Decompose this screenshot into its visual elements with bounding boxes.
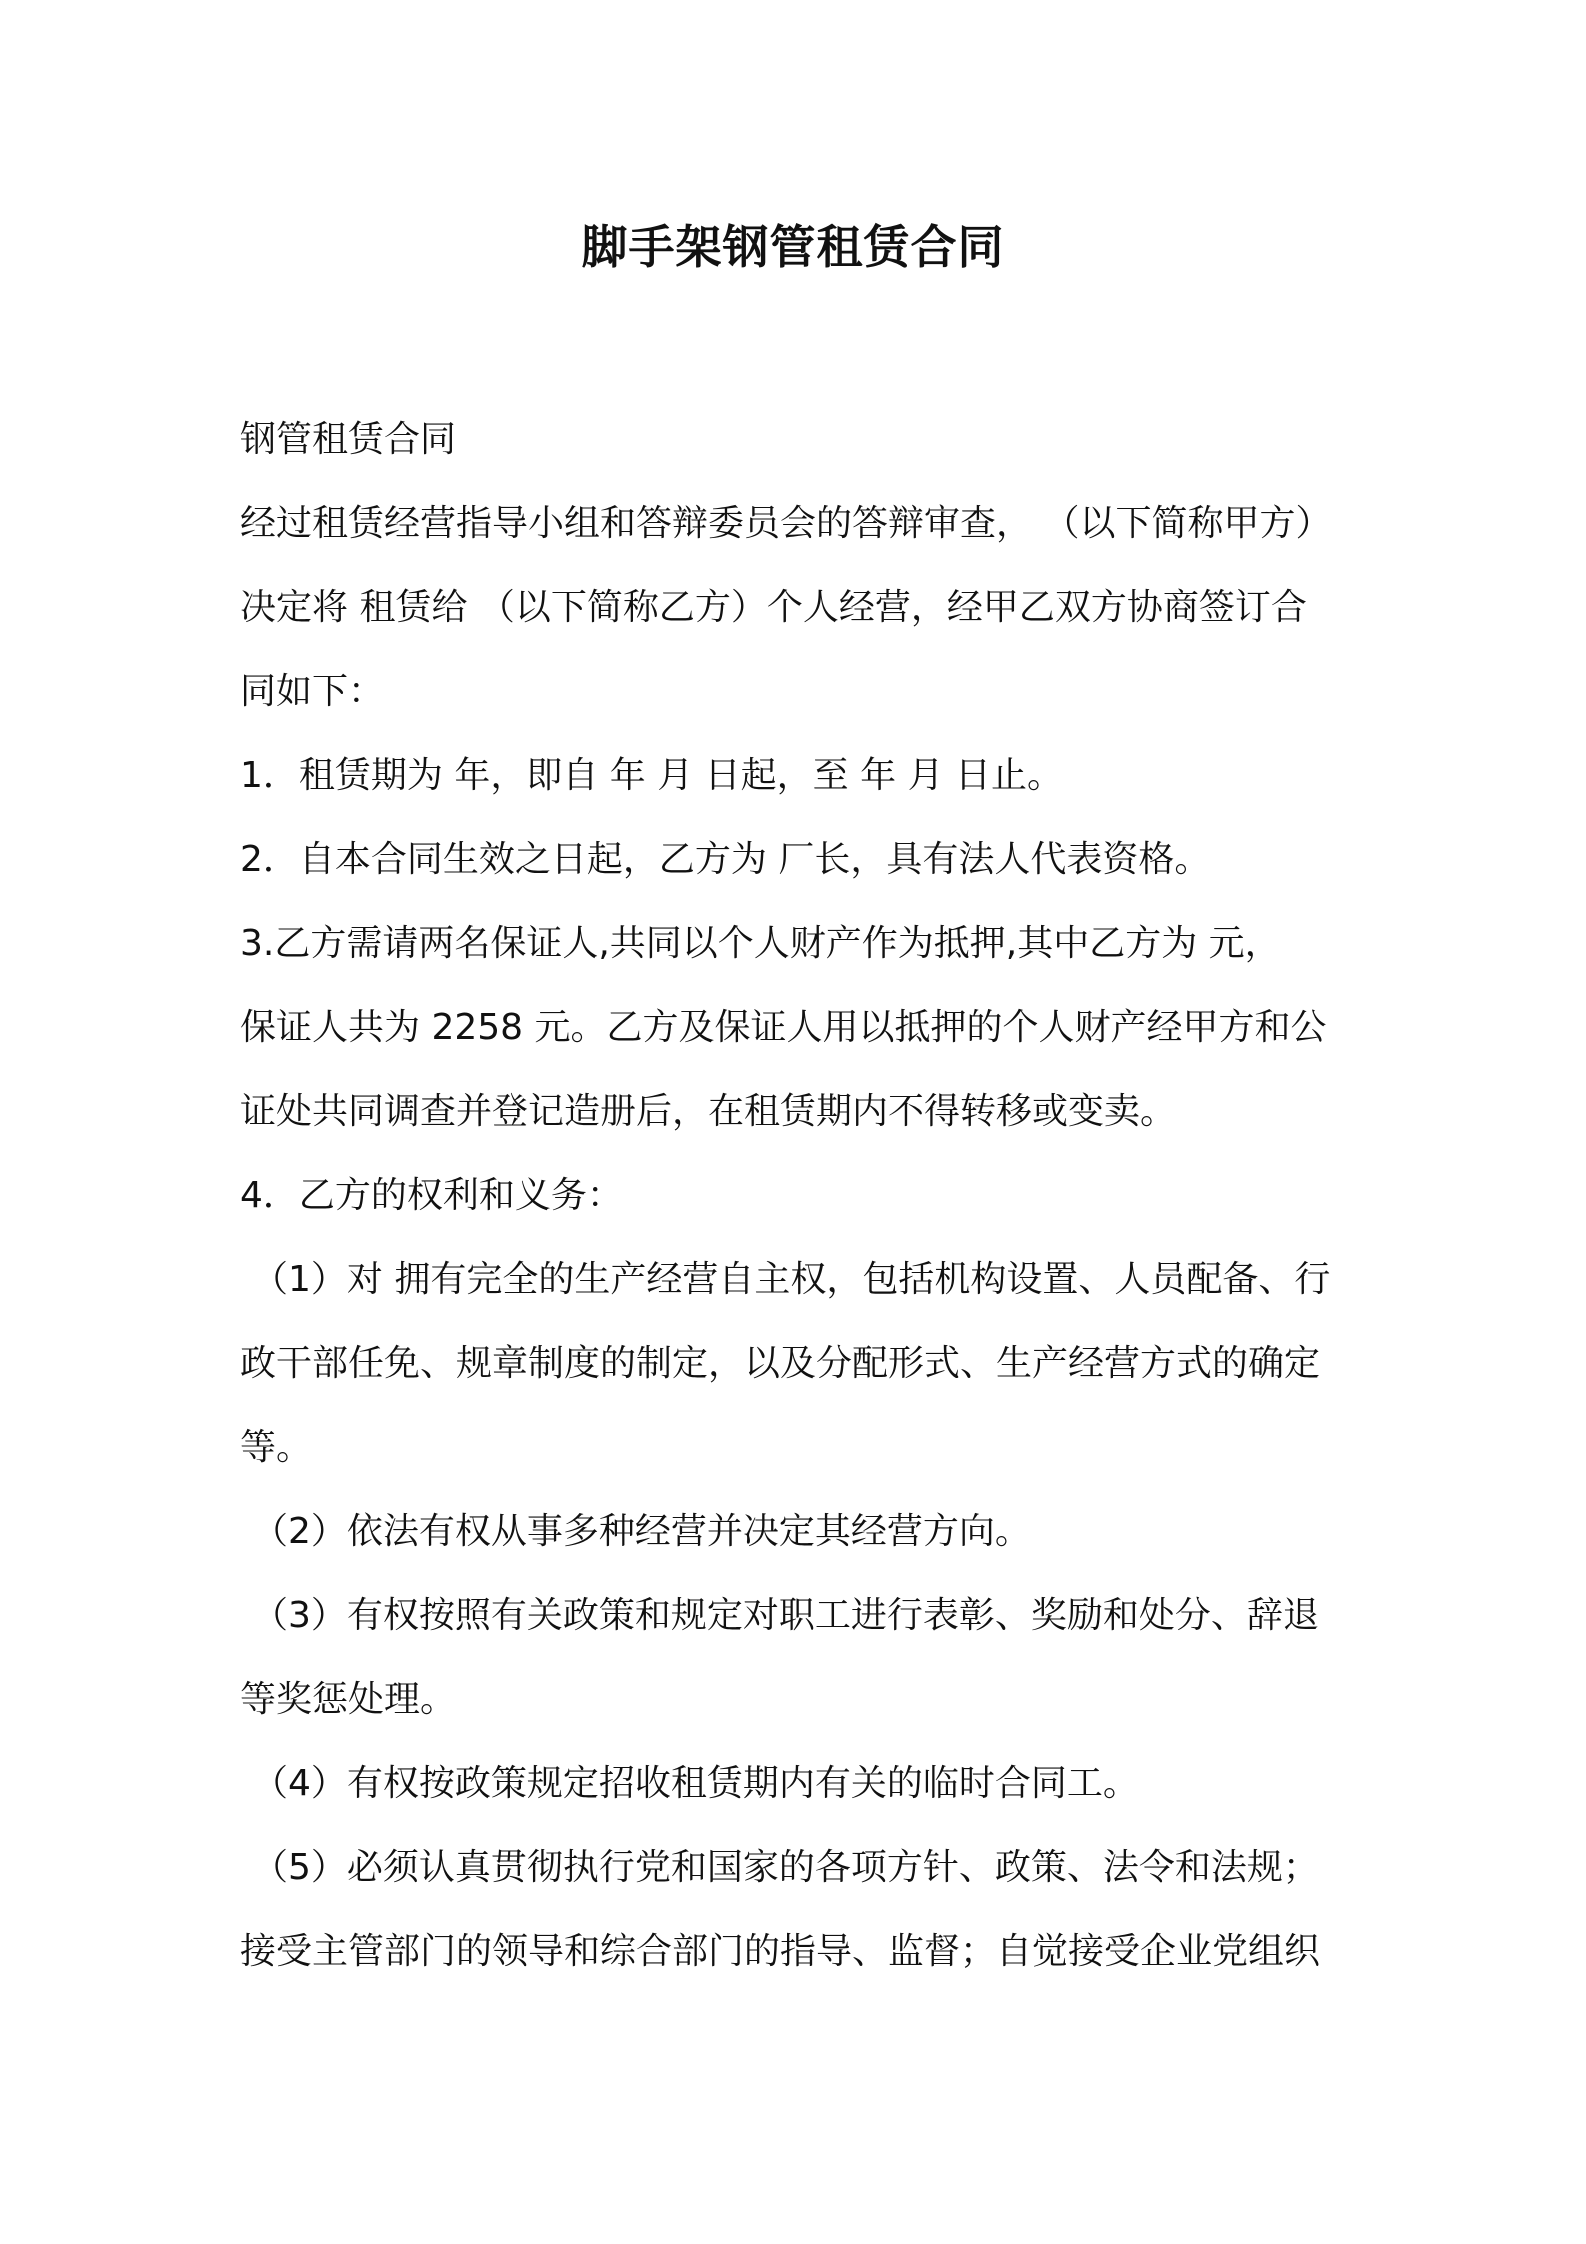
subclause-1-line: 等。 [240,1427,313,1468]
clause-4-heading: 4．乙方的权利和义务： [240,1175,623,1216]
clause-1-line: 1．租赁期为 年，即自 年 月 日起，至 年 月 日止。 [240,755,1064,796]
paragraph-line: 经过租赁经营指导小组和答辩委员会的答辩审查， （以下简称甲方） [240,503,1332,544]
clause-3-line: 证处共同调查并登记造册后，在租赁期内不得转移或变卖。 [240,1091,1177,1132]
subclause-4-line: （4）有权按政策规定招收租赁期内有关的临时合同工。 [252,1763,1139,1804]
subclause-5-line: 接受主管部门的领导和综合部门的指导、监督；自觉接受企业党组织 [240,1931,1321,1972]
document-title: 脚手架钢管租赁合同 [581,220,1005,274]
clause-3-line: 3.乙方需请两名保证人,共同以个人财产作为抵押,其中乙方为 元， [240,923,1281,964]
subclause-1-line: 政干部任免、规章制度的制定，以及分配形式、生产经营方式的确定 [240,1343,1321,1384]
paragraph-line: 同如下： [240,671,385,712]
paragraph-line: 决定将 租赁给 （以下简称乙方）个人经营，经甲乙双方协商签订合 [240,587,1307,628]
subclause-2-line: （2）依法有权从事多种经营并决定其经营方向。 [252,1511,1031,1552]
subclause-3-line: （3）有权按照有关政策和规定对职工进行表彰、奖励和处分、辞退 [252,1595,1319,1636]
clause-3-line: 保证人共为 2258 元。乙方及保证人用以抵押的个人财产经甲方和公 [240,1007,1327,1048]
document-subtitle: 钢管租赁合同 [240,419,457,460]
subclause-5-line: （5）必须认真贯彻执行党和国家的各项方针、政策、法令和法规； [252,1847,1319,1888]
subclause-3-line: 等奖惩处理。 [240,1679,457,1720]
subclause-1-line: （1）对 拥有完全的生产经营自主权，包括机构设置、人员配备、行 [252,1259,1331,1300]
clause-2-line: 2．自本合同生效之日起，乙方为 厂长，具有法人代表资格。 [240,839,1211,880]
